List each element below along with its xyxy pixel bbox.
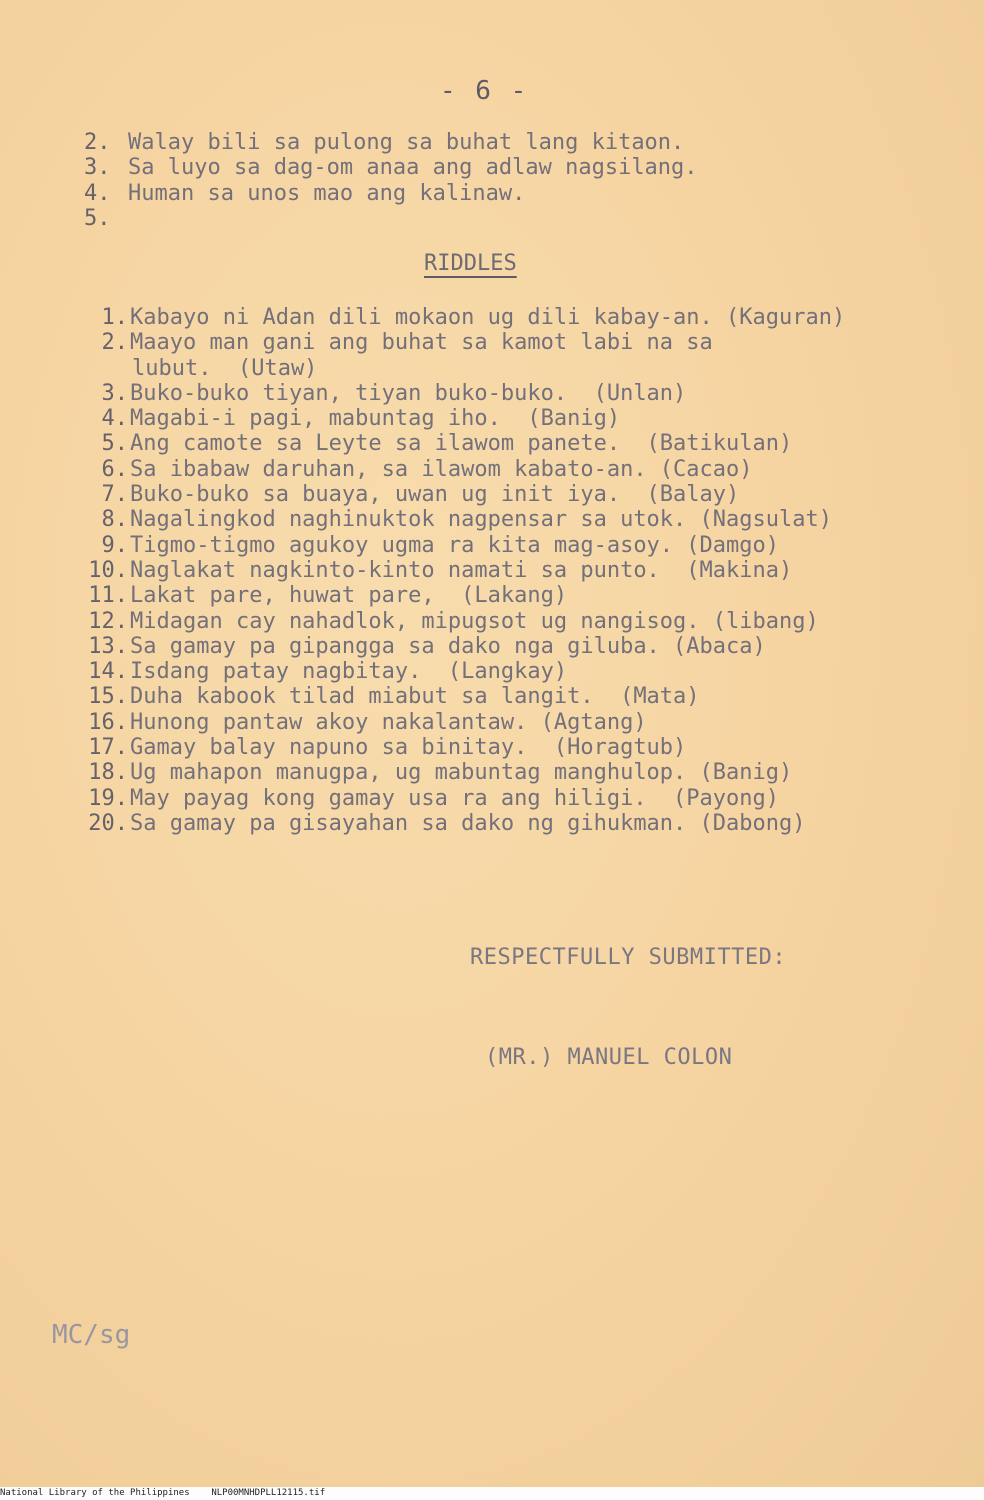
- riddle-item-text: Hunong pantaw akoy nakalantaw. (Agtang): [130, 709, 647, 735]
- proverb-item-number: 2.: [84, 130, 111, 155]
- riddle-item-text: Lakat pare, huwat pare, (Lakang): [130, 583, 568, 609]
- scan-footer: National Library of the Philippines NLP00MNHDPLL12115.tif: [0, 1488, 326, 1498]
- proverb-item: [84, 206, 698, 231]
- riddle-item-number: 18.: [88, 760, 128, 786]
- riddle-item-number: 17.: [88, 735, 128, 761]
- riddle-item: [64, 659, 845, 684]
- riddle-list: [64, 305, 845, 836]
- riddle-item-text: Buko-buko sa buaya, uwan ug init iya. (Balay): [130, 482, 740, 508]
- riddle-item: [64, 634, 845, 659]
- riddle-item: [64, 786, 845, 811]
- proverb-item-number: 5.: [84, 205, 111, 231]
- proverb-list: [84, 130, 698, 231]
- riddle-item: [64, 710, 845, 735]
- riddle-item-text: Kabayo ni Adan dili mokaon ug dili kabay-an. (Kaguran): [130, 305, 846, 330]
- proverb-item-number: 4.: [84, 180, 111, 206]
- riddle-item-text: Tigmo-tigmo agukoy ugma ra kita mag-asoy. (Damgo): [130, 532, 780, 558]
- riddle-item-text: Midagan cay nahadlok, mipugsot ug nangisog. (libang): [130, 608, 819, 634]
- riddle-item-text: Naglakat nagkinto-kinto namati sa punto. (Makina): [130, 557, 793, 583]
- proverb-item-text: Human sa unos mao ang kalinaw.: [128, 180, 526, 206]
- riddle-item: [64, 583, 845, 608]
- riddle-item: [64, 760, 845, 785]
- riddle-item-number: 13.: [88, 633, 128, 659]
- riddle-item-number: 16.: [88, 709, 128, 735]
- riddle-item-number: 1.: [101, 305, 128, 330]
- riddle-item: [64, 684, 845, 709]
- riddle-item-text: Sa gamay pa gipangga sa dako nga giluba. (Abaca): [130, 633, 766, 659]
- riddle-item-number: 3.: [101, 380, 128, 406]
- riddle-item-text: Ug mahapon manugpa, ug mabuntag manghulop. (Banig): [130, 760, 793, 786]
- riddle-item-text: Sa gamay pa gisayahan sa dako ng gihukman. (Dabong): [130, 810, 806, 836]
- proverb-item: [84, 155, 698, 180]
- riddle-item: [64, 735, 845, 760]
- typist-initials: MC/sg: [52, 1320, 131, 1350]
- riddle-item-number: 7.: [101, 482, 128, 508]
- riddle-item: [64, 406, 845, 431]
- proverb-item-text: Sa luyo sa dag-om anaa ang adlaw nagsilang.: [128, 155, 698, 181]
- riddle-item-text: Buko-buko tiyan, tiyan buko-buko. (Unlan): [130, 380, 687, 406]
- riddles-heading: RIDDLES: [424, 251, 517, 276]
- proverb-item-text: Walay bili sa pulong sa buhat lang kitaon.: [128, 130, 685, 155]
- riddle-item-text: Gamay balay napuno sa binitay. (Horagtub): [130, 735, 687, 761]
- riddle-item-number: 20.: [88, 810, 128, 836]
- riddle-item-number: 4.: [101, 406, 128, 432]
- proverb-item: [84, 181, 698, 206]
- riddle-item-number: 6.: [101, 456, 128, 482]
- riddle-item: [64, 305, 845, 330]
- riddle-item-number: 14.: [88, 659, 128, 685]
- riddle-item-number: 5.: [101, 431, 128, 457]
- riddle-item-number: 10.: [88, 557, 128, 583]
- riddle-item: [64, 811, 845, 836]
- riddle-item-number: 11.: [88, 583, 128, 609]
- riddle-item-number: 15.: [88, 684, 128, 710]
- signer-name: (MR.) MANUEL COLON: [485, 1045, 733, 1070]
- page-number: - 6 -: [440, 76, 529, 106]
- closing-line: RESPECTFULLY SUBMITTED:: [470, 945, 787, 970]
- riddle-item: [64, 431, 845, 456]
- proverb-item: [84, 130, 698, 155]
- riddle-item-text: Ang camote sa Leyte sa ilawom panete. (Batikulan): [130, 431, 793, 457]
- riddle-item: [64, 457, 845, 482]
- riddle-item-number: 2.: [101, 330, 128, 356]
- riddle-item-text: Nagalingkod naghinuktok nagpensar sa utok. (Nagsulat): [130, 507, 832, 533]
- riddle-item-text: Sa ibabaw daruhan, sa ilawom kabato-an. (Cacao): [130, 456, 753, 482]
- riddle-item: [64, 381, 845, 406]
- riddle-item-text: Magabi-i pagi, mabuntag iho. (Banig): [130, 406, 621, 432]
- riddle-item: [64, 330, 845, 355]
- riddle-item-text: May payag kong gamay usa ra ang hiligi. (Payong): [130, 785, 780, 811]
- riddle-item-text: Isdang patay nagbitay. (Langkay): [130, 659, 568, 685]
- riddle-item: [64, 558, 845, 583]
- riddle-item-continuation: lubut. (Utaw): [132, 355, 318, 381]
- riddle-item-text: Duha kabook tilad miabut sa langit. (Mata): [130, 684, 700, 710]
- riddle-item: [64, 507, 845, 532]
- riddle-item: [64, 533, 845, 558]
- riddle-item-number: 8.: [101, 507, 128, 533]
- riddle-item-number: 19.: [88, 785, 128, 811]
- riddle-item-number: 12.: [88, 608, 128, 634]
- proverb-item-number: 3.: [84, 155, 111, 181]
- riddle-item: [64, 482, 845, 507]
- riddle-item-text: Maayo man gani ang buhat sa kamot labi na sa: [130, 330, 713, 356]
- riddle-item-number: 9.: [101, 532, 128, 558]
- riddle-item: [64, 609, 845, 634]
